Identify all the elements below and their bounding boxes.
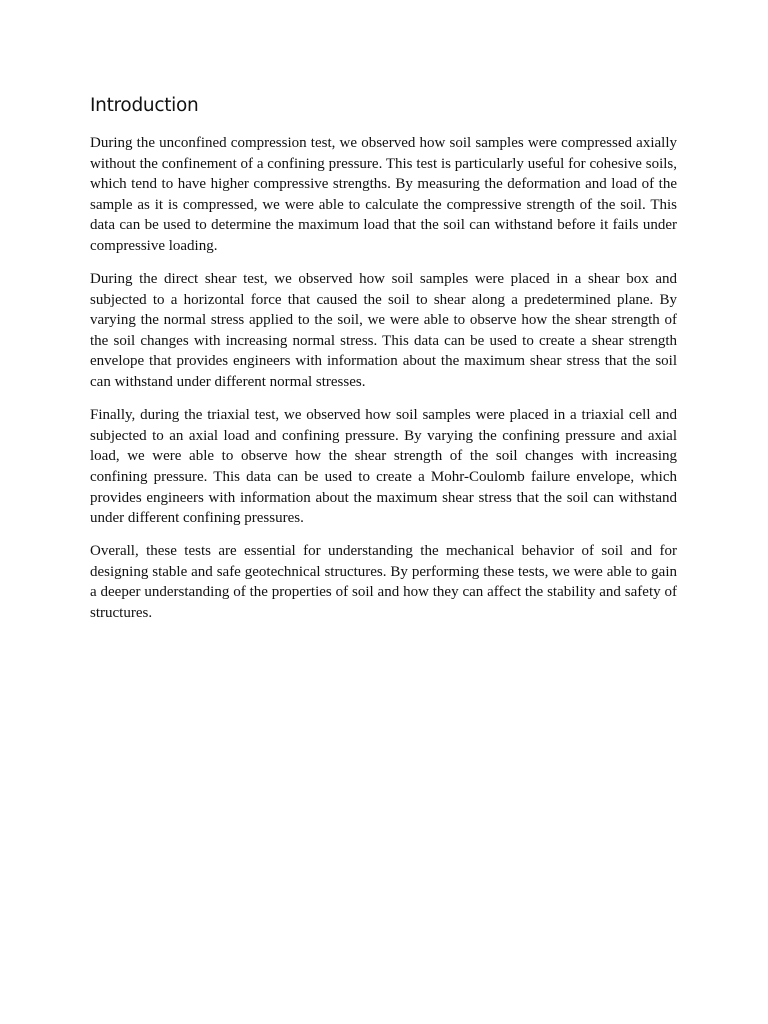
document-body (90, 93, 677, 636)
paragraph-overall: Overall, these tests are essential for understanding the mechanical behavior of soil and for designing stable and safe geotechnical structures. By performing these tests, we were able to gain a deeper understanding of the properties of soil and how they can affect the stability and safety of structures. (90, 543, 677, 621)
paragraph-direct-shear: During the direct shear test, we observed how soil samples were placed in a shear box and subjected to a horizontal force that caused the soil to shear along a predetermined plane. By varying the normal stress applied to the soil, we were able to observe how the shear strength of the soil changes with increasing normal stress. This data can be used to create a shear strength envelope that provides engineers with information about the maximum shear stress that the soil can withstand under different normal stresses. (90, 271, 677, 391)
paragraph-unconfined-compression: During the unconfined compression test, we observed how soil samples were compressed axially without the confinement of a confining pressure. This test is particularly useful for cohesive soils, which tend to have higher compressive strengths. By measuring the deformation and load of the sample as it is compressed, we were able to calculate the compressive strength of the soil. This data can be used to determine the maximum load that the soil can withstand before it fails under compressive loading. (90, 135, 677, 254)
paragraph-triaxial: Finally, during the triaxial test, we observed how soil samples were placed in a triaxial cell and subjected to an axial load and confining pressure. By varying the confining pressure and axial load, we were able to observe how the shear strength of the soil changes with increasing confining pressure. This data can be used to create a Mohr-Coulomb failure envelope, which provides engineers with information about the maximum shear stress that the soil can withstand under different confining pressures. (90, 407, 677, 527)
section-heading: Introduction (90, 95, 199, 116)
